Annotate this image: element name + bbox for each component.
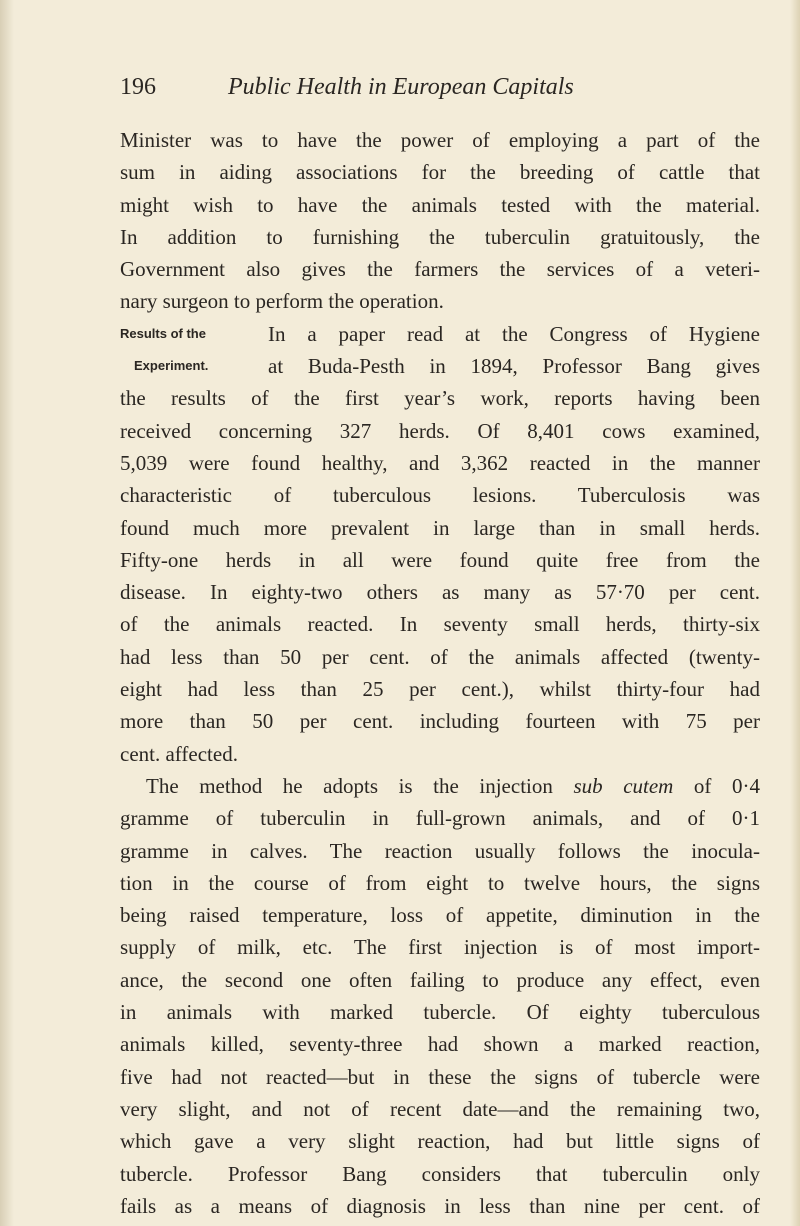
margin-note-line-2: Experiment.	[134, 358, 209, 374]
text-line: cent. affected.	[120, 741, 238, 766]
page-edge-shadow-left	[0, 0, 14, 1226]
text-line: fails as a means of diagnosis in less than nine per cent. of	[120, 1193, 760, 1218]
text-line: found much more prevalent in large than in small herds.	[120, 515, 760, 540]
text-span: The method he adopts is the injection	[146, 773, 574, 798]
latin-phrase: sub cutem	[573, 773, 674, 798]
text-line: very slight, and not of recent date—and the remaining two,	[120, 1096, 760, 1121]
text-line: tubercle. Professor Bang considers that tuberculin only	[120, 1161, 760, 1186]
text-line: had less than 50 per cent. of the animals affected (twenty-	[120, 644, 760, 669]
text-line: of the animals reacted. In seventy small herds, thirty-six	[120, 612, 760, 637]
text-line: gramme in calves. The reaction usually follows the inocula-	[120, 838, 760, 863]
text-line: which gave a very slight reaction, had but little signs of	[120, 1129, 760, 1154]
text-line: sum in aiding associations for the breeding of cattle that	[120, 160, 760, 185]
text-line: tion in the course of from eight to twelve hours, the signs	[120, 870, 760, 895]
paragraph-3	[120, 770, 760, 1222]
text-line: characteristic of tuberculous lesions. Tuberculosis was	[120, 483, 760, 508]
text-line: ance, the second one often failing to produce any effect, even	[120, 967, 760, 992]
text-line: supply of milk, etc. The first injection is of most import-	[120, 935, 760, 960]
text-span: of 0·4	[673, 773, 760, 798]
text-line	[120, 770, 760, 802]
text-line: at Buda-Pesth in 1894, Professor Bang gives	[268, 354, 760, 379]
text-line: 5,039 were found healthy, and 3,362 reacted in the manner	[120, 450, 760, 475]
margin-note-line-1: Results of the	[120, 325, 206, 341]
paragraph-1	[120, 124, 760, 318]
text-line: disease. In eighty-two others as many as 57·70 per cent.	[120, 580, 760, 605]
text-line-with-sidenote	[120, 318, 760, 350]
text-line: Fifty-one herds in all were found quite free from the	[120, 547, 760, 572]
paragraph-2	[120, 318, 760, 770]
page-number: 196	[120, 74, 156, 100]
text-line: In a paper read at the Congress of Hygiene	[268, 321, 760, 346]
text-line: nary surgeon to perform the operation.	[120, 289, 444, 314]
text-line: received concerning 327 herds. Of 8,401 cows examined,	[120, 418, 760, 443]
text-line: gramme of tuberculin in full-grown animals, and of 0·1	[120, 806, 760, 831]
text-line: might wish to have the animals tested with the material.	[120, 192, 760, 217]
text-line-with-sidenote	[120, 350, 760, 382]
text-line: In addition to furnishing the tuberculin gratuitously, the	[120, 224, 760, 249]
text-line: animals killed, seventy-three had shown a marked reaction,	[120, 1032, 760, 1057]
page-header	[120, 74, 760, 108]
text-line: eight had less than 25 per cent.), whilst thirty-four had	[120, 677, 760, 702]
text-line: the results of the first year’s work, reports having been	[120, 386, 760, 411]
text-line: being raised temperature, loss of appetite, diminution in the	[120, 903, 760, 928]
page-edge-shadow-right	[790, 0, 800, 1226]
text-line: five had not reacted—but in these the signs of tubercle were	[120, 1064, 760, 1089]
text-line: Minister was to have the power of employing a part of the	[120, 128, 760, 152]
running-title: Public Health in European Capitals	[228, 74, 574, 100]
text-line: in animals with marked tubercle. Of eighty tuberculous	[120, 1000, 760, 1025]
body-text	[120, 124, 760, 1222]
text-line: more than 50 per cent. including fourteen with 75 per	[120, 709, 760, 734]
text-line: Government also gives the farmers the services of a veteri-	[120, 257, 760, 282]
